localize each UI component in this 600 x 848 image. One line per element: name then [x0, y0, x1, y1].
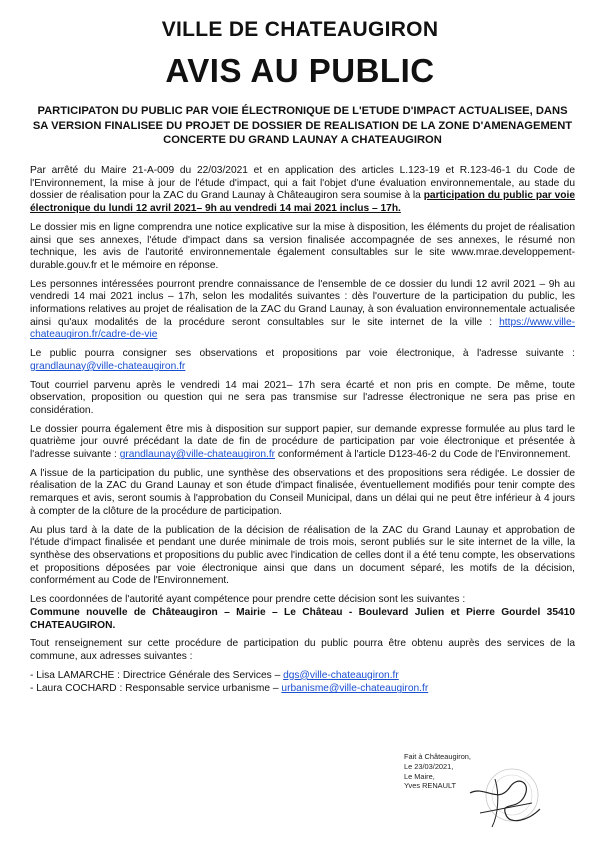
- contact-label: - Laura COCHARD : Responsable service urbanisme –: [30, 683, 282, 695]
- contact-label: - Lisa LAMARCHE : Directrice Générale des Services –: [30, 669, 284, 681]
- email-link-urbanisme[interactable]: urbanisme@ville-chateaugiron.fr: [281, 683, 429, 695]
- paragraph-paper-support: [30, 424, 575, 462]
- paper-support-text: Le dossier pourra également être mis à disposition sur support papier, sur demande expresse formulée au plus tard le quatrième jour ouvré précédant la date de fin de procédure de participation par voie électronique et présentée à l'adresse suivante :: [30, 423, 575, 461]
- signature-date: Le 23/03/2021,: [404, 761, 454, 771]
- consultation-text: Les personnes intéressées pourront prendre connaissance de l'ensemble de ce dossier du lundi 12 avril 2021 – 9h au vendredi 14 mai 2021 inclus – 17h, selon les modalités suivantes : dès l'ouverture de la participation du public, les informations relatives au projet de réalisation de la ZAC du Grand Launay, à son évaluation environnementale actualisée ainsi qu'aux modalités de la procédure seront consultables sur le site internet de la ville :: [30, 278, 575, 328]
- contact-list: [30, 670, 575, 696]
- authority-address: Commune nouvelle de Châteaugiron – Mairie – Le Château - Boulevard Julien et Pierre Gourdel 35410 CHATEAUGIRON.: [30, 606, 575, 631]
- town-title: VILLE DE CHATEAUGIRON: [161, 18, 439, 41]
- paragraph-decree: [30, 165, 575, 216]
- paragraph-late-mail: Tout courriel parvenu après le vendredi 14 mai 2021– 17h sera écarté et non pris en compte. De même, toute observation, proposition ou question qui ne sera pas transmise sur l'adresse électronique ne sera pas prise en considération.: [30, 379, 575, 416]
- paper-support-article: conformément à l'article D123-46-2 du Code de l'Environnement.: [275, 449, 571, 461]
- paragraph-authority: [30, 594, 575, 632]
- authority-text: Les coordonnées de l'autorité ayant compétence pour prendre cette décision sont les suivantes :: [30, 594, 466, 606]
- signature-name: Yves RENAULT: [404, 781, 457, 791]
- participation-dates: participation du public par voie électronique du lundi 12 avril 2021– 9h au vendredi 14 mai 2021 inclus – 17h.: [30, 190, 575, 215]
- paragraph-observations: [30, 348, 575, 373]
- decree-text: Par arrêté du Maire 21-A-009 du 22/03/2021 et en application des articles L.123-19 et R.123-46-1 du Code de l'Environnement, la mise à jour de l'étude d'impact, qui a fait l'objet d'une évaluation environnementale, au stade du dossier de réalisation pour la ZAC du Grand Launay à Châteaugiron sera soumise à la: [30, 165, 575, 202]
- contact-item: [30, 683, 575, 696]
- email-link-grandlaunay[interactable]: grandlaunay@ville-chateaugiron.fr: [30, 360, 186, 372]
- notice-title: AVIS AU PUBLIC: [165, 52, 435, 89]
- paragraph-synthesis: A l'issue de la participation du public, une synthèse des observations et des propositions sera rédigée. Le dossier de réalisation de la ZAC du Grand Launay et son étude d'impact finalisée, éventuellement modifiés pour tenir compte des remarques et avis, seront soumis à l'approbation du Conseil Municipal, dans un délai qui ne peut être inférieur à 4 jours à compter de la clôture de la procédure de participation.: [30, 467, 575, 517]
- signature-stamp-icon: [440, 765, 550, 835]
- signature-place: Fait à Châteaugiron,: [404, 752, 471, 761]
- notice-subject: PARTICIPATON DU PUBLIC PAR VOIE ÉLECTRONIQUE DE L'ETUDE D'IMPACT ACTUALISEE, DANS SA VERSION FINALISEE DU PROJET DE DOSSIER DE REALISATION DE LA ZONE D'AMENAGEMENT CONCERTE DU GRAND LAUNAY A CHATEAUGIRON: [32, 105, 573, 146]
- email-link-grandlaunay-2[interactable]: grandlaunay@ville-chateaugiron.fr: [119, 449, 276, 461]
- paragraph-publication: Au plus tard à la date de la publication de la décision de réalisation de la ZAC du Grand Launay et approbation de l'étude d'impact finalisée et pendant une durée minimale de trois mois, seront publiés sur le site internet de la ville, la synthèse des observations et propositions du public avec l'indication de celles dont il a été tenu compte, les observations et propositions déposées par voie électronique ainsi que dans un document séparé, les motifs de la décision, conformément au Code de l'Environnement.: [30, 524, 575, 587]
- contact-item: [30, 670, 575, 683]
- notice-body: [30, 165, 575, 697]
- website-link[interactable]: https://www.ville-chateaugiron.fr/cadre-de-vie: [30, 316, 575, 341]
- paragraph-consultation: [30, 279, 575, 343]
- signature-role: Le Maire,: [404, 771, 435, 781]
- observations-text: Le public pourra consigner ses observations et propositions par voie électronique, à l'adresse suivante :: [30, 348, 575, 360]
- email-link-dgs[interactable]: dgs@ville-chateaugiron.fr: [283, 669, 399, 681]
- paragraph-information: Tout renseignement sur cette procédure de participation du public pourra être obtenu auprès des services de la commune, aux adresses suivantes :: [30, 638, 575, 662]
- paragraph-dossier: Le dossier mis en ligne comprendra une notice explicative sur la mise à disposition, les éléments du projet de réalisation ainsi que ses annexes, l'étude d'impact dans sa version finalisée accompagnée de ses annexes, le résumé non technique, les avis de l'autorité environnementale également consultables sur le site www.mrae.developpement-durable.gouv.fr et le mémoire en réponse.: [30, 221, 575, 271]
